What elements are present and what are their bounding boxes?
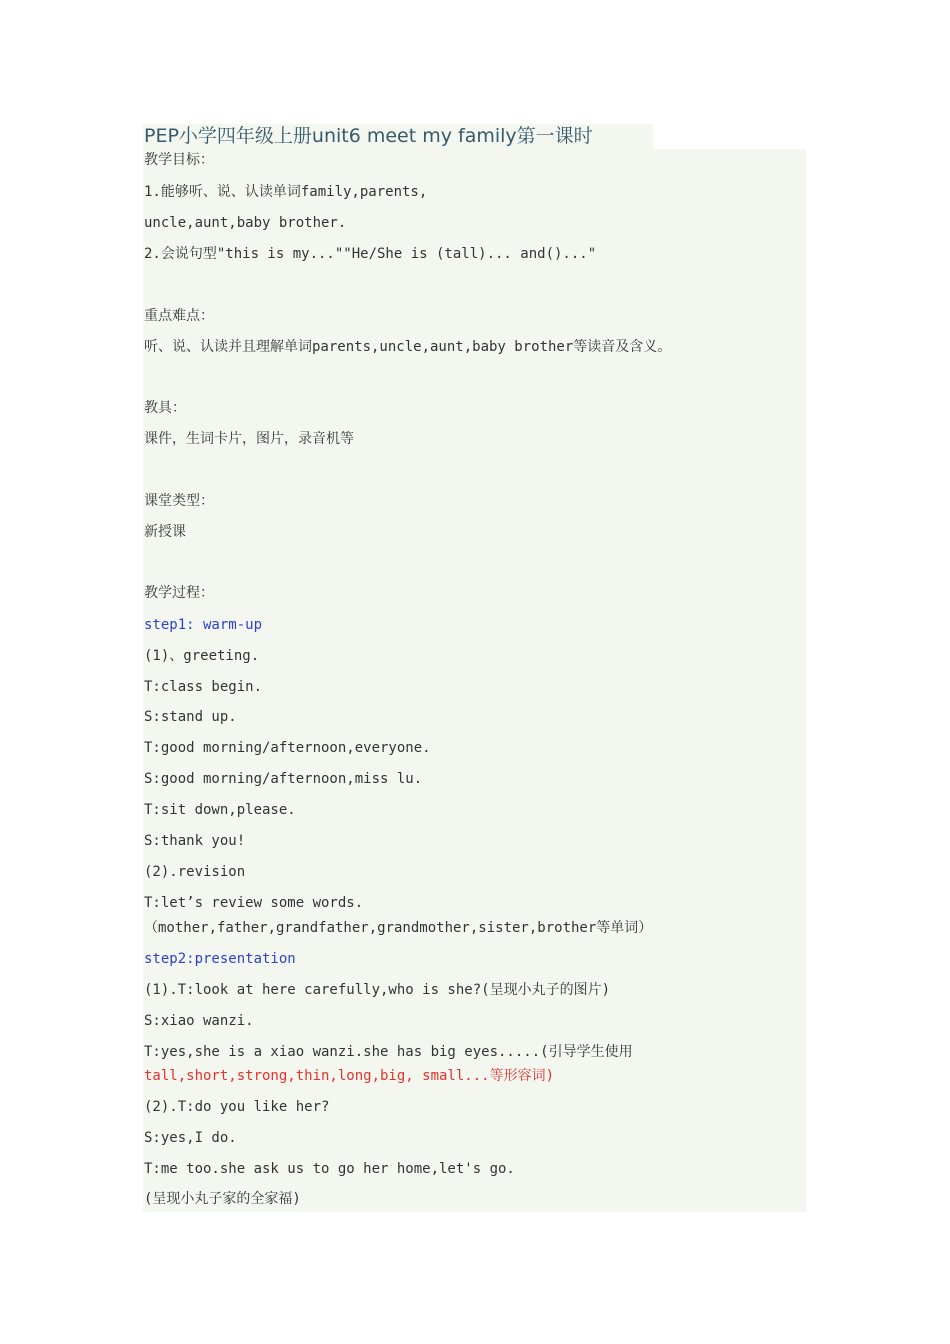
- dialogue-line: S:stand up.: [144, 709, 237, 725]
- dialogue-line: T:me too.she ask us to go her home,let's go.: [144, 1161, 515, 1177]
- word-list-note: （mother,father,grandfather,grandmother,sister,brother等单词）: [144, 920, 653, 936]
- objectives-heading: 教学目标：: [144, 152, 214, 168]
- dialogue-line: T:let’s review some words.: [144, 895, 364, 911]
- document-title: PEP小学四年级上册unit6 meet my family第一课时: [144, 125, 593, 147]
- dialogue-line: S:good morning/afternoon,miss lu.: [144, 771, 423, 787]
- step1-revision: (2).revision: [144, 864, 246, 880]
- dialogue-line: (2).T:do you like her?: [144, 1099, 330, 1115]
- key-points-heading: 重点难点：: [144, 308, 214, 324]
- lesson-type-text: 新授课: [144, 524, 186, 540]
- lesson-type-heading: 课堂类型：: [144, 493, 214, 509]
- objective-1-cont: uncle,aunt,baby brother.: [144, 215, 347, 231]
- step2-heading: step2:presentation: [144, 951, 296, 967]
- dialogue-line: S:yes,I do.: [144, 1130, 237, 1146]
- dialogue-line: T:class begin.: [144, 679, 263, 695]
- process-heading: 教学过程：: [144, 585, 214, 601]
- dialogue-line: (1).T:look at here carefully,who is she?(呈现小丸子的图片): [144, 982, 611, 998]
- step1-greeting: (1)、greeting.: [144, 648, 260, 664]
- dialogue-line: S:xiao wanzi.: [144, 1013, 254, 1029]
- family-photo-note: (呈现小丸子家的全家福): [144, 1191, 301, 1207]
- materials-text: 课件，生词卡片，图片，录音机等: [144, 431, 354, 447]
- dialogue-line: T:yes,she is a xiao wanzi.she has big eyes.....(引导学生使用: [144, 1044, 633, 1060]
- dialogue-line: T:sit down,please.: [144, 802, 296, 818]
- key-points-text: 听、说、认读并且理解单词parents,uncle,aunt,baby brother等读音及含义。: [144, 339, 672, 355]
- dialogue-line: T:good morning/afternoon,everyone.: [144, 740, 431, 756]
- objective-2: 2.会说句型"this is my...""He/She is (tall)... and()...": [144, 246, 597, 262]
- step1-heading: step1: warm-up: [144, 617, 263, 633]
- objective-1: 1.能够听、说、认读单词family,parents,: [144, 184, 428, 200]
- adjectives-highlight: tall,short,strong,thin,long,big, small...等形容词): [144, 1068, 555, 1084]
- dialogue-line: S:thank you!: [144, 833, 246, 849]
- materials-heading: 教具：: [144, 400, 186, 416]
